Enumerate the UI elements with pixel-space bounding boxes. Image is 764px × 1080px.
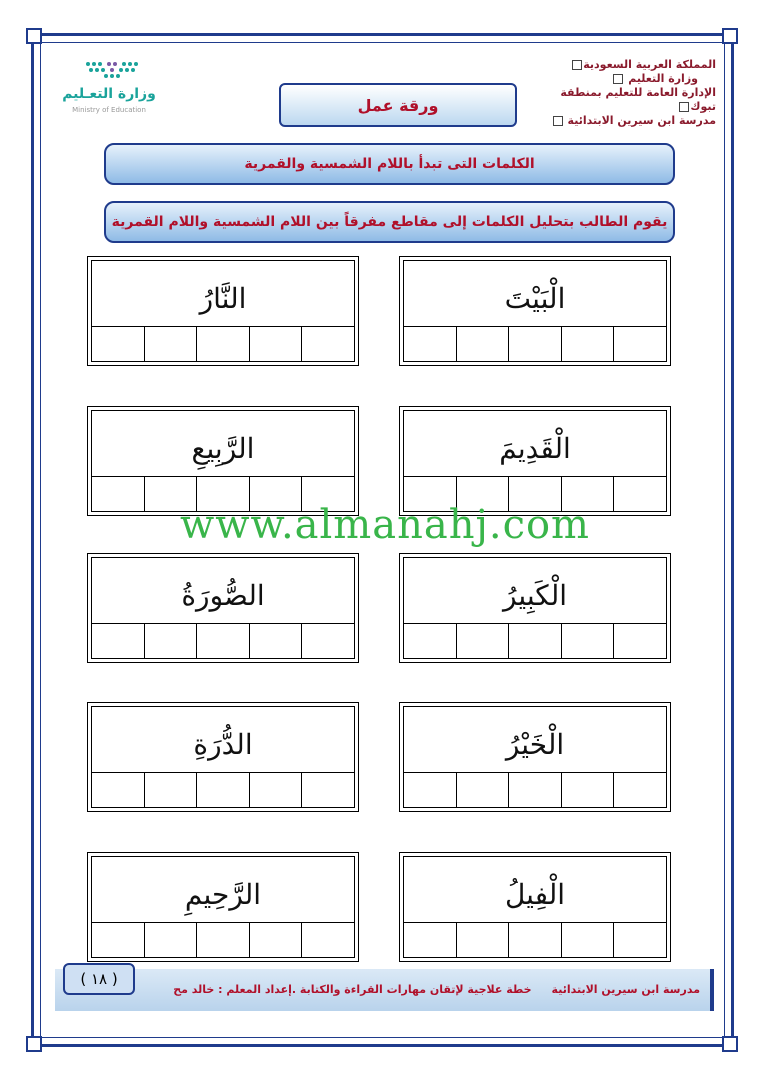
- syllable-cell[interactable]: [249, 773, 302, 807]
- syllable-cell[interactable]: [301, 327, 354, 361]
- syllable-cell[interactable]: [196, 327, 249, 361]
- syllable-cell[interactable]: [249, 624, 302, 658]
- syllable-cell[interactable]: [561, 624, 614, 658]
- syllable-cells: [404, 623, 666, 658]
- syllable-cell[interactable]: [508, 923, 561, 957]
- frame-corner: [722, 28, 738, 44]
- syllable-cell[interactable]: [196, 624, 249, 658]
- ministry-header: [548, 58, 716, 128]
- syllable-cell[interactable]: [144, 624, 197, 658]
- syllable-cell[interactable]: [92, 477, 144, 511]
- syllable-cell[interactable]: [404, 773, 456, 807]
- ministry-line-school: مدرسة ابن سيرين الابتدائية: [567, 114, 716, 127]
- word-card: [87, 256, 359, 366]
- syllable-cell[interactable]: [196, 923, 249, 957]
- syllable-cell[interactable]: [613, 624, 666, 658]
- syllable-cell[interactable]: [456, 773, 509, 807]
- word-card: [399, 256, 671, 366]
- word-card: [87, 702, 359, 812]
- word-card: [399, 852, 671, 962]
- syllable-cells: [92, 922, 354, 957]
- logo-dots-icon: [82, 58, 142, 82]
- footer-bar: [55, 969, 714, 1011]
- word-text: الْقَدِيمَ: [499, 431, 571, 465]
- word-text: الْفِيلُ: [504, 877, 566, 911]
- syllable-cell[interactable]: [92, 923, 144, 957]
- syllable-cell[interactable]: [144, 327, 197, 361]
- syllable-cells: [404, 326, 666, 361]
- frame-corner: [26, 28, 42, 44]
- ministry-line-kingdom: المملكة العربية السعودية: [583, 58, 716, 71]
- worksheet-title-text: ورقة عمل: [357, 95, 439, 115]
- syllable-cell[interactable]: [561, 923, 614, 957]
- checkbox-square-icon: [679, 102, 689, 112]
- syllable-cells: [92, 772, 354, 807]
- syllable-cell[interactable]: [508, 327, 561, 361]
- checkbox-square-icon: [613, 74, 623, 84]
- checkbox-square-icon: [553, 116, 563, 126]
- syllable-cell[interactable]: [249, 923, 302, 957]
- syllable-cell[interactable]: [456, 327, 509, 361]
- word-text: النَّارُ: [199, 281, 247, 315]
- syllable-cell[interactable]: [301, 923, 354, 957]
- word-card: [399, 702, 671, 812]
- syllable-cell[interactable]: [301, 773, 354, 807]
- syllable-cell[interactable]: [404, 923, 456, 957]
- syllable-cell[interactable]: [404, 624, 456, 658]
- syllable-cell[interactable]: [301, 624, 354, 658]
- watermark: www.almanahj.com: [179, 502, 590, 548]
- syllable-cell[interactable]: [144, 923, 197, 957]
- logo-subtext: Ministry of Education: [72, 106, 146, 114]
- syllable-cell[interactable]: [456, 923, 509, 957]
- word-card: [87, 852, 359, 962]
- syllable-cell[interactable]: [508, 773, 561, 807]
- syllable-cell[interactable]: [249, 327, 302, 361]
- footer: [55, 963, 710, 1025]
- topic-banner-text: الكلمات التى تبدأ باللام الشمسية والقمرية: [244, 156, 535, 172]
- instruction-banner-text: يقوم الطالب بتحليل الكلمات إلى مقاطع مفرقاً بين اللام الشمسية واللام القمرية: [111, 214, 668, 230]
- word-text: الصُّورَةُ: [181, 578, 265, 612]
- syllable-cell[interactable]: [508, 624, 561, 658]
- frame-corner: [722, 1036, 738, 1052]
- ministry-line-directorate: الإدارة العامة للتعليم بمنطقة تبوك: [560, 86, 716, 113]
- word-text: الْبَيْتَ: [504, 281, 566, 315]
- word-card: [87, 406, 359, 516]
- syllable-cell[interactable]: [613, 773, 666, 807]
- word-text: الرَّحِيمِ: [184, 877, 262, 911]
- syllable-cell[interactable]: [92, 327, 144, 361]
- syllable-cells: [404, 772, 666, 807]
- syllable-cell[interactable]: [613, 923, 666, 957]
- ministry-logo: [54, 54, 164, 120]
- word-text: الْكَبِيرُ: [502, 578, 568, 612]
- instruction-banner: [104, 201, 675, 243]
- syllable-cell[interactable]: [456, 624, 509, 658]
- footer-text: [173, 983, 700, 996]
- word-card: [399, 553, 671, 663]
- syllable-cell[interactable]: [92, 624, 144, 658]
- syllable-cell[interactable]: [196, 773, 249, 807]
- footer-school: مدرسة ابن سيرين الابتدائية: [551, 983, 700, 996]
- syllable-cells: [92, 623, 354, 658]
- syllable-cells: [404, 922, 666, 957]
- word-text: الْخَيْرُ: [505, 727, 565, 761]
- syllable-cells: [92, 326, 354, 361]
- checkbox-square-icon: [572, 60, 582, 70]
- topic-banner: [104, 143, 675, 185]
- worksheet-title: [279, 83, 517, 127]
- frame-corner: [26, 1036, 42, 1052]
- syllable-cell[interactable]: [561, 327, 614, 361]
- word-card: [87, 553, 359, 663]
- syllable-cell[interactable]: [404, 327, 456, 361]
- logo-text: وزارة التعـليم: [62, 86, 156, 102]
- syllable-cell[interactable]: [144, 773, 197, 807]
- word-text: الدُّرَةِ: [193, 727, 253, 761]
- ministry-line-ministry: وزارة التعليم: [628, 72, 698, 85]
- syllable-cell[interactable]: [92, 773, 144, 807]
- syllable-cell[interactable]: [561, 773, 614, 807]
- word-text: الرَّبِيعِ: [191, 431, 255, 465]
- syllable-cell[interactable]: [613, 477, 666, 511]
- syllable-cell[interactable]: [613, 327, 666, 361]
- footer-plan: خطة علاجية لإتقان مهارات القراءة والكتابة .إعداد المعلم : خالد مح: [173, 983, 532, 996]
- page-number: ( ١٨ ): [63, 963, 135, 995]
- word-card: [399, 406, 671, 516]
